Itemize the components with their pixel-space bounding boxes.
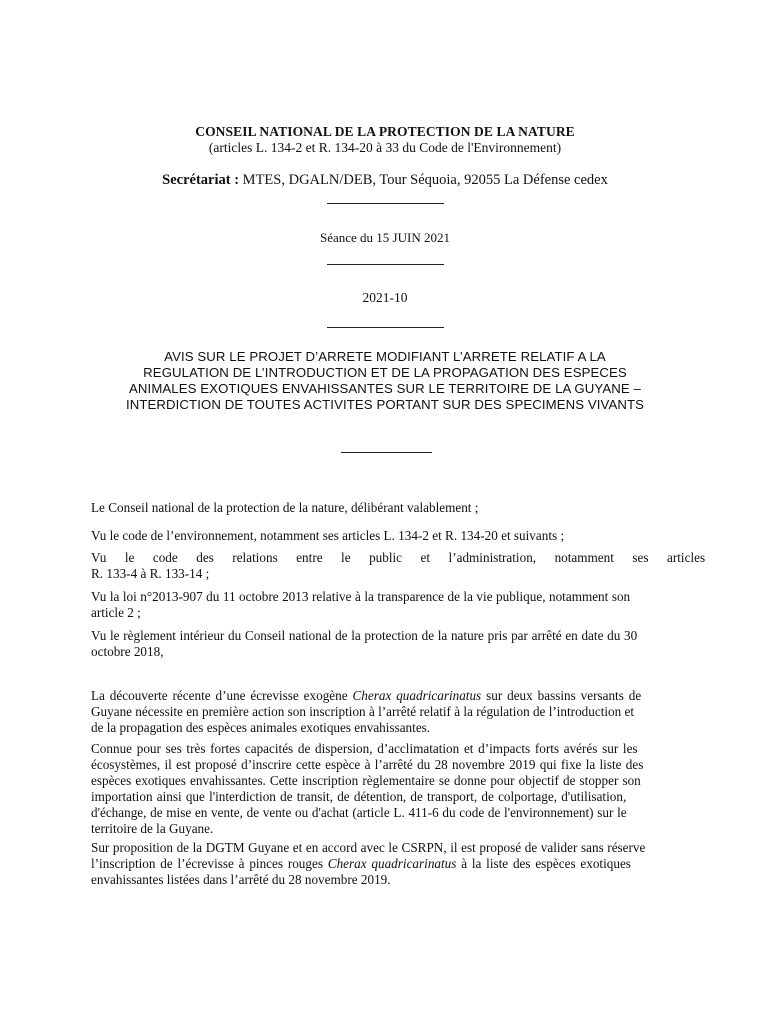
- separator-rule: [341, 452, 432, 453]
- avis-number: 2021-10: [362, 290, 408, 305]
- dispersion-line4: importation ainsi que l'interdiction de transit, de détention, de transport, de colportage, d'utilisation,: [91, 789, 627, 804]
- discovery-text: La découverte récente d’une écrevisse exogène: [91, 688, 353, 703]
- dispersion-line5: d'échange, de mise en vente, de vente ou d'achat (article L. 411-6 du code de l'environnement) sur le: [91, 805, 627, 820]
- dispersion-line1: Connue pour ses très fortes capacités de dispersion, d’acclimatation et d’impacts forts avérés sur les: [91, 741, 638, 756]
- species-name: Cherax quadricarinatus: [352, 688, 482, 703]
- species-name: Cherax quadricarinatus: [327, 856, 457, 871]
- discovery-line2: Guyane nécessite en première action son inscription à l’arrêté relatif à la régulation de l’introduction et: [91, 704, 635, 719]
- paragraph-discovery: [91, 688, 679, 736]
- proposal-line2: [91, 856, 679, 872]
- justified-line: Vu le code des relations entre le public et l’administration, notamment ses articles: [91, 550, 706, 565]
- proposal-line3: envahissantes listées dans l’arrêté du 28 novembre 2019.: [91, 872, 391, 887]
- discovery-line3: de la propagation des espèces animales exotiques envahissantes.: [91, 720, 431, 735]
- vu-code-relations-line2: R. 133-4 à R. 133-14 ;: [91, 566, 210, 581]
- discovery-line1: [91, 688, 679, 704]
- paragraph-dispersion: [91, 741, 679, 837]
- vu-reglement-line2: octobre 2018,: [91, 644, 164, 659]
- avis-title-line: AVIS SUR LE PROJET D’ARRETE MODIFIANT L’ARRETE RELATIF A LA: [164, 349, 606, 364]
- dispersion-line6: territoire de la Guyane.: [91, 821, 214, 836]
- avis-title-line: INTERDICTION DE TOUTES ACTIVITES PORTANT SUR DES SPECIMENS VIVANTS: [125, 397, 645, 412]
- proposal-text: l’inscription de l’écrevisse à pinces rouges: [91, 856, 328, 871]
- council-title: CONSEIL NATIONAL DE LA PROTECTION DE LA NATURE: [195, 124, 575, 139]
- secretariat-line: [0, 172, 770, 189]
- separator-rule: [327, 327, 444, 328]
- discovery-text: sur deux bassins versants de: [481, 688, 642, 703]
- vu-loi-line2: article 2 ;: [91, 605, 141, 620]
- council-subtitle: (articles L. 134-2 et R. 134-20 à 33 du Code de l'Environnement): [208, 140, 562, 155]
- dispersion-line3: espèces exotiques envahissantes. Cette inscription règlementaire se donne pour objectif de stopper son: [91, 773, 641, 788]
- preamble-intro: Le Conseil national de la protection de la nature, délibérant valablement ;: [91, 500, 479, 515]
- vu-code-relations-line1: [91, 550, 706, 566]
- vu-loi-transparence: [91, 589, 679, 621]
- secretariat-address: MTES, DGALN/DEB, Tour Séquoia, 92055 La Défense cedex: [239, 172, 608, 188]
- session-date: Séance du 15 JUIN 2021: [320, 230, 450, 245]
- vu-code-relations: [91, 550, 706, 582]
- vu-reglement-line1: Vu le règlement intérieur du Conseil national de la protection de la nature pris par arrêté en date du 30: [91, 628, 638, 643]
- dispersion-line2: écosystèmes, il est proposé d’inscrire cette espèce à l’arrêté du 28 novembre 2019 qui fixe la liste des: [91, 757, 644, 772]
- avis-title-line: REGULATION DE L’INTRODUCTION ET DE LA PROPAGATION DES ESPECES: [143, 365, 627, 380]
- vu-reglement-interieur: [91, 628, 679, 660]
- avis-title: [0, 349, 770, 413]
- avis-title-line: ANIMALES EXOTIQUES ENVAHISSANTES SUR LE TERRITOIRE DE LA GUYANE –: [129, 381, 641, 396]
- vu-loi-line1: Vu la loi n°2013-907 du 11 octobre 2013 relative à la transparence de la vie publique, notamment son: [91, 589, 631, 604]
- separator-rule: [327, 264, 444, 265]
- proposal-text: à la liste des espèces exotiques: [456, 856, 631, 871]
- paragraph-proposal: [91, 840, 679, 888]
- proposal-line1: Sur proposition de la DGTM Guyane et en accord avec le CSRPN, il est proposé de valider sans réserve: [91, 840, 646, 855]
- vu-code-environnement: Vu le code de l’environnement, notamment ses articles L. 134-2 et R. 134-20 et suivants ;: [91, 528, 565, 543]
- secretariat-label: Secrétariat :: [162, 172, 240, 188]
- separator-rule: [327, 203, 444, 204]
